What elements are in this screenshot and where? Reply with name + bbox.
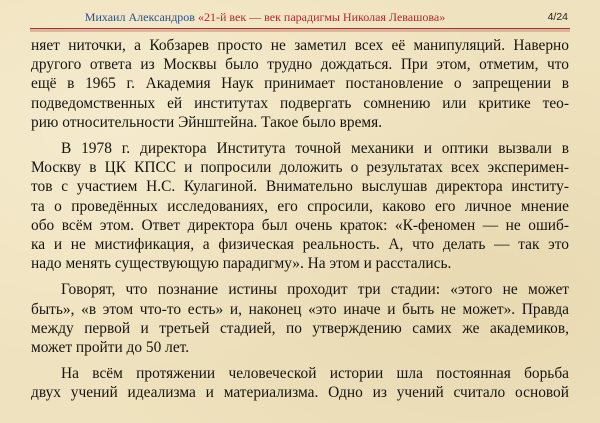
text-line: надо менять существующую парадигму». На этом и расстались. — [31, 255, 452, 273]
text-line: между первой и третьей стадией, по утверждению самих же академиков, — [31, 319, 569, 337]
text-line: Москву в ЦК КПСС и попросили доложить о результатах всех эксперимен- — [31, 159, 569, 177]
paragraph-1 — [31, 36, 569, 132]
paragraph-4 — [31, 364, 569, 402]
text-line: ка и не мистификация, а физическая реальность. А, что делать — так это — [31, 236, 569, 254]
text-line: может пройти до 50 лет. — [31, 339, 190, 357]
text-line: рию относительности Эйнштейна. Такое было время. — [31, 113, 383, 131]
text-line: двух учений идеализма и материализма. Одно из учений считало основой — [31, 384, 569, 402]
text-line: В 1978 г. директора Института точной механики и оптики вызвали в — [61, 140, 569, 158]
body-text — [31, 36, 569, 410]
text-line: На всём протяжении человеческой истории шла постоянная борьба — [61, 365, 569, 383]
text-line: подведомственных ей институтах подвергать сомнению или критике тео- — [31, 94, 569, 112]
text-line: другого ответа из Москвы было трудно дождаться. При этом, отметим, что — [31, 56, 569, 74]
text-line: няет ниточки, а Кобзарев просто не заметил всех её манипуляций. Наверно — [31, 37, 569, 54]
text-line: обо всём этом. Ответ директора был очень краток: «К-феномен — не ошиб- — [31, 216, 569, 234]
header-title — [30, 9, 500, 25]
text-line: Говорят, что познание истины проходит три стадии: «этого не может — [61, 281, 569, 299]
header-book-title: «21-й век — век парадигмы Николая Левашова» — [197, 10, 446, 24]
text-line: быть», «в этом что-то есть» и, наконец «это иначе и быть не может». Правда — [31, 300, 569, 318]
running-header — [30, 9, 570, 25]
paragraph-3 — [31, 280, 569, 357]
page-number: 4/24 — [547, 11, 568, 23]
header-divider — [30, 28, 570, 32]
text-line: та о проведённых исследованиях, его спросили, каково его личное мнение — [31, 197, 569, 215]
text-line: ещё в 1965 г. Академия Наук принимает постановление о запрещении в — [31, 75, 569, 93]
header-author: Михаил Александров — [84, 10, 195, 24]
text-line: тов с участием Н.С. Кулагиной. Внимательно выслушав директора институ- — [31, 178, 569, 196]
paragraph-2 — [31, 139, 569, 273]
